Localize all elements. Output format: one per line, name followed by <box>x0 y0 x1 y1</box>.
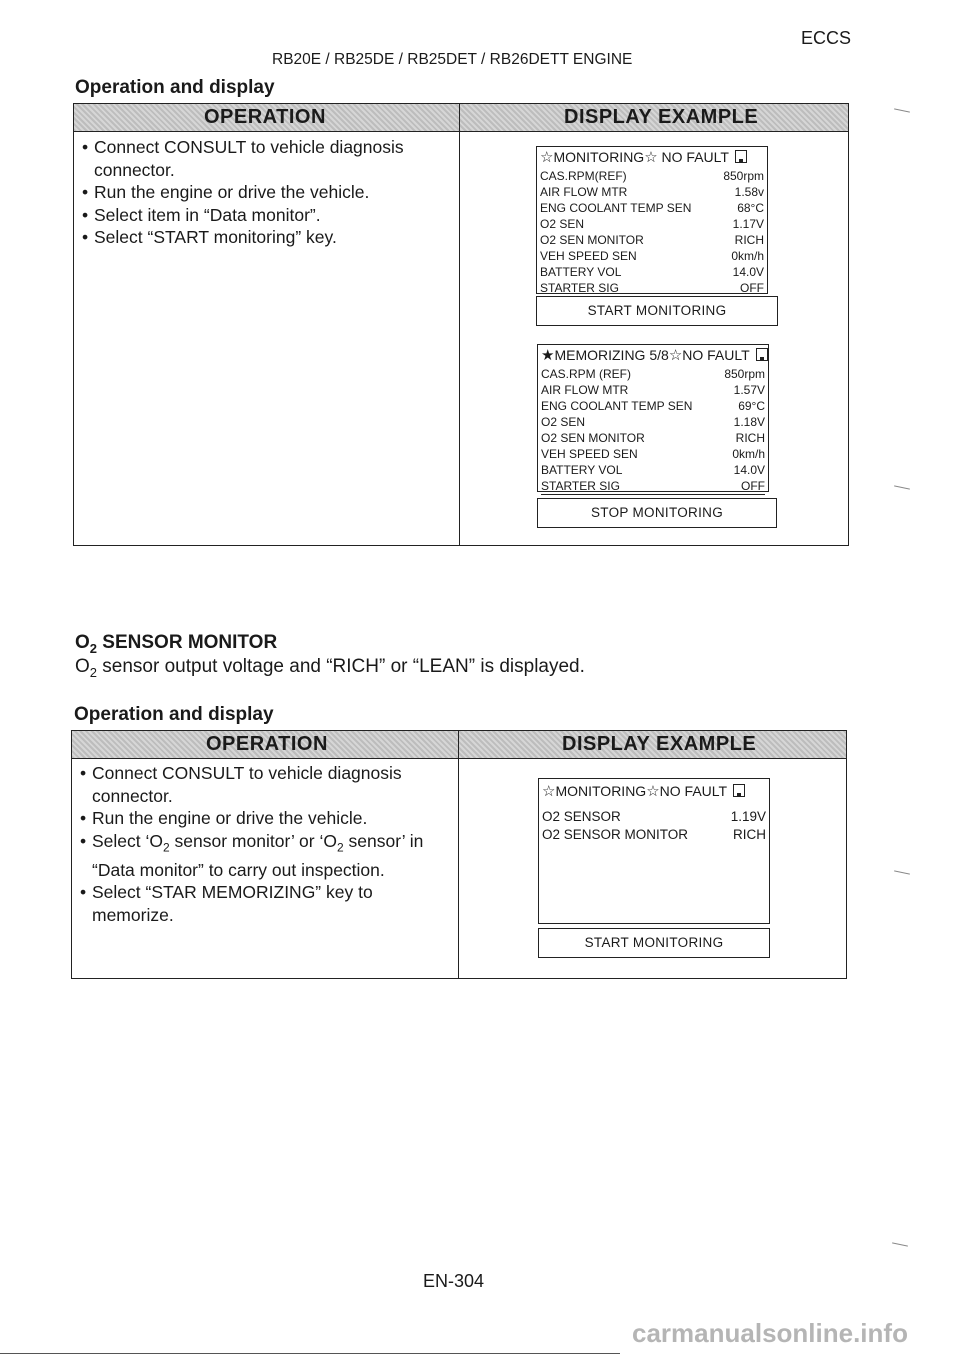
table-row: O2 SEN MONITOR RICH <box>540 233 764 247</box>
table-row: O2 SEN MONITOR RICH <box>541 431 765 445</box>
list-item: • Run the engine or drive the vehicle. <box>76 807 436 830</box>
memorizing-screen <box>537 344 769 492</box>
footer-rule <box>0 1353 620 1354</box>
start-monitoring-button[interactable]: START MONITORING <box>536 296 778 326</box>
table-row: ENG COOLANT TEMP SEN 68°C <box>540 201 764 215</box>
margin-mark <box>894 870 910 874</box>
operation-header: OPERATION <box>206 733 328 755</box>
block1-operations <box>78 136 428 249</box>
display-example-header: DISPLAY EXAMPLE <box>564 106 759 128</box>
table-row: BATTERY VOL 14.0V <box>540 265 764 279</box>
table-row: STARTER SIG OFF <box>541 479 765 493</box>
table-row: BATTERY VOL 14.0V <box>541 463 765 477</box>
star-icon: ☆ <box>644 149 658 166</box>
save-icon[interactable] <box>756 348 768 361</box>
margin-mark <box>894 108 910 112</box>
save-icon[interactable] <box>735 150 747 163</box>
table-row: AIR FLOW MTR 1.58v <box>540 185 764 199</box>
o2-sensor-monitor-description: $O_2$ sensor output voltage and “RICH” or “LEAN” is displayed. <box>75 656 585 680</box>
margin-mark <box>892 1242 908 1246</box>
table-row: O2 SENSOR MONITOR RICH <box>542 827 766 842</box>
save-icon[interactable] <box>733 784 745 797</box>
star-icon: ☆ <box>668 347 683 364</box>
table-row: O2 SEN 1.17V <box>540 217 764 231</box>
table-row: ENG COOLANT TEMP SEN 69°C <box>541 399 765 413</box>
block2-title: Operation and display <box>74 704 274 725</box>
table-row: AIR FLOW MTR 1.57V <box>541 383 765 397</box>
display-example-header: DISPLAY EXAMPLE <box>562 733 757 755</box>
table-row: VEH SPEED SEN 0km/h <box>540 249 764 263</box>
star-filled-icon: ★ <box>541 347 555 364</box>
o2-sensor-monitor-title: $O_2$ SENSOR MONITOR <box>75 632 278 656</box>
section-label: ECCS <box>801 28 852 48</box>
table-row: VEH SPEED SEN 0km/h <box>541 447 765 461</box>
list-item: • Run the engine or drive the vehicle. <box>78 181 428 204</box>
list-item: • Select item in “Data monitor”. <box>78 204 428 227</box>
watermark: carmanualsonline.info <box>632 1318 908 1348</box>
table-row: CAS.RPM(REF) 850rpm <box>540 169 764 183</box>
table-row: CAS.RPM (REF) 850rpm <box>541 367 765 381</box>
list-item: • Select ‘$O_2$ sensor monitor’ or ‘$O_2$ sensor’ in “Data monitor” to carry out inspection. <box>76 830 436 882</box>
star-icon: ☆ <box>646 783 660 800</box>
page-number: EN-304 <box>423 1271 485 1291</box>
star-icon: ☆ <box>542 783 556 800</box>
start-monitoring-button[interactable]: START MONITORING <box>538 928 770 958</box>
star-icon: ☆ <box>540 149 554 166</box>
block2-operations <box>76 762 436 926</box>
o2-monitoring-screen <box>538 778 770 924</box>
table-row: O2 SEN 1.18V <box>541 415 765 429</box>
block1-title: Operation and display <box>75 77 275 98</box>
stop-monitoring-button[interactable]: STOP MONITORING <box>537 498 777 528</box>
list-item: • Connect CONSULT to vehicle diagnosis connector. <box>78 136 428 181</box>
screen-header: ☆MONITORING☆ NO FAULT <box>540 147 764 168</box>
table-row: STARTER SIG OFF <box>540 281 764 295</box>
margin-mark <box>894 485 910 489</box>
engine-header: RB20E / RB25DE / RB25DET / RB26DETT ENGINE <box>272 51 633 68</box>
screen-header: ★MEMORIZING 5/8☆NO FAULT <box>541 345 765 366</box>
block1-table <box>73 103 849 546</box>
list-item: • Select “STAR MEMORIZING” key to memorize. <box>76 881 436 926</box>
list-item: • Connect CONSULT to vehicle diagnosis connector. <box>76 762 436 807</box>
monitoring-screen <box>536 146 768 294</box>
operation-header: OPERATION <box>204 106 326 128</box>
screen-header: ☆MONITORING☆NO FAULT <box>542 781 766 802</box>
table-row: O2 SENSOR 1.19V <box>542 809 766 824</box>
block2-table <box>71 730 847 979</box>
list-item: • Select “START monitoring” key. <box>78 226 428 249</box>
